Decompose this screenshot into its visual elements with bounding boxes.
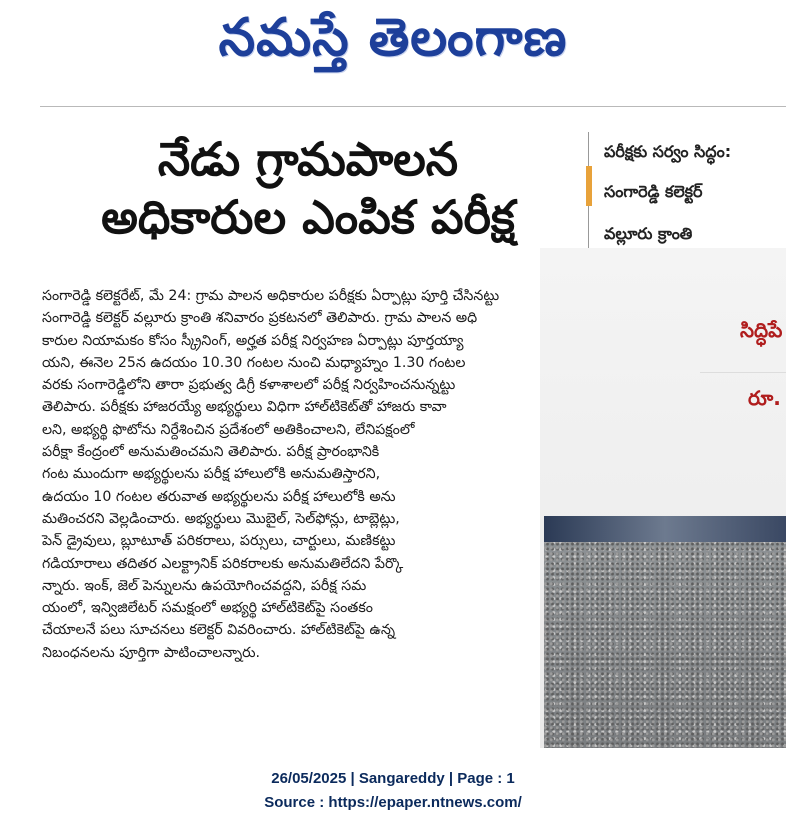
article-line: సంగారెడ్డి కలెక్టరేట్, మే 24: గ్రామ పాలన అధికారుల పరీక్షకు ఏర్పాట్లు పూర్తి చేసినట్టు <box>42 288 500 304</box>
headline-line-1: నేడు గ్రామపాలన <box>157 132 459 186</box>
article-line: కారుల నియామకం కోసం స్క్రీనింగ్, అర్హత పరీక్ష నిర్వహణ ఏర్పాట్లు పూర్తయ్యా <box>42 332 464 349</box>
side-accent-bar <box>586 166 592 206</box>
article-line: మతించరని వెల్లడించారు. అభ్యర్థులు మొబైల్, సెల్‌ఫోన్లు, టాబ్లెట్లు, <box>42 510 400 527</box>
masthead <box>0 0 786 98</box>
article-line: నిబంధనలను పూర్తిగా పాటించాలన్నారు. <box>42 644 261 661</box>
headline-line-2: అధికారుల ఎంపిక పరీక్ష <box>101 190 515 244</box>
article-line: ఉదయం 10 గంటల తరువాత అభ్యర్థులను పరీక్ష హాలులోకి అను <box>42 488 396 505</box>
article-line: చేయాలనే పలు సూచనలు కలెక్టర్ వివరించారు. హాల్‌టికెట్‌పై ఉన్న <box>42 622 396 639</box>
article-line: సంగారెడ్డి కలెక్టర్ వల్లూరు క్రాంతి శనివారం ప్రకటనలో తెలిపారు. గ్రామ పాలన అధి <box>42 310 478 327</box>
side-subheading-line-2: సంగారెడ్డి కలెక్టర్ <box>604 182 703 201</box>
side-subheading-line-1: పరీక్షకు సర్వం సిద్ధం: <box>604 142 732 161</box>
article-line: గంట ముందుగా అభ్యర్థులను పరీక్ష హాలులోకి అనుమతిస్తారని, <box>42 466 381 483</box>
article-line: తెలిపారు. పరీక్షకు హాజరయ్యే అభ్యర్థులు విధిగా హాల్‌టికెట్‌తో హాజరు కావా <box>42 399 447 416</box>
article-line: న్నారు. ఇంక్, జెల్ పెన్నులను ఉపయోగించవద్దని, పరీక్ష సమ <box>42 577 367 594</box>
article-line: యంలో, ఇన్విజిలేటర్ సమక్షంలో అభ్యర్థి హాల్‌టికెట్‌పై సంతకం <box>42 600 373 617</box>
adjacent-article-text-1: సిద్ధిపే <box>740 318 783 342</box>
gravel-photo <box>544 516 786 748</box>
side-subheading-line-3: వల్లూరు క్రాంతి <box>604 224 693 243</box>
article-line: పరీక్షా కేంద్రంలో అనుమతించమని తెలిపారు. పరీక్ష ప్రారంభానికి <box>42 444 380 461</box>
article-line: గడియారాలు తదితర ఎలక్ట్రానిక్ పరికరాలకు అనుమతిలేదని పేర్కొ <box>42 555 404 572</box>
newspaper-logo: నమస్తే తెలంగాణ <box>218 8 568 68</box>
headline <box>38 130 578 246</box>
article-line: వరకు సంగారెడ్డిలోని తారా ప్రభుత్వ డిగ్రీ కళాశాలలో పరీక్ష నిర్వహించనున్నట్టు <box>42 377 456 394</box>
masthead-divider <box>40 106 786 107</box>
footer-edition: 26/05/2025 | Sangareddy | Page : 1 <box>271 770 515 787</box>
footer-source: Source : https://epaper.ntnews.com/ <box>264 794 522 811</box>
photo-background-people <box>544 516 786 542</box>
article-line: లని, అభ్యర్థి ఫొటోను నిర్దేశించిన ప్రదేశంలో అతికించాలని, లేనిపక్షంలో <box>42 421 415 438</box>
adjacent-divider <box>700 372 786 373</box>
article-body <box>42 285 522 664</box>
adjacent-article-text-2: రూ. <box>748 386 781 410</box>
article-line: యని, ఈనెల 25న ఉదయం 10.30 గంటల నుంచి మధ్యాహ్నం 1.30 గంటల <box>42 354 466 371</box>
article-line: పెన్ డ్రైవులు, బ్లూటూత్ పరికరాలు, పర్సులు, చార్టులు, మణికట్టు <box>42 533 396 550</box>
